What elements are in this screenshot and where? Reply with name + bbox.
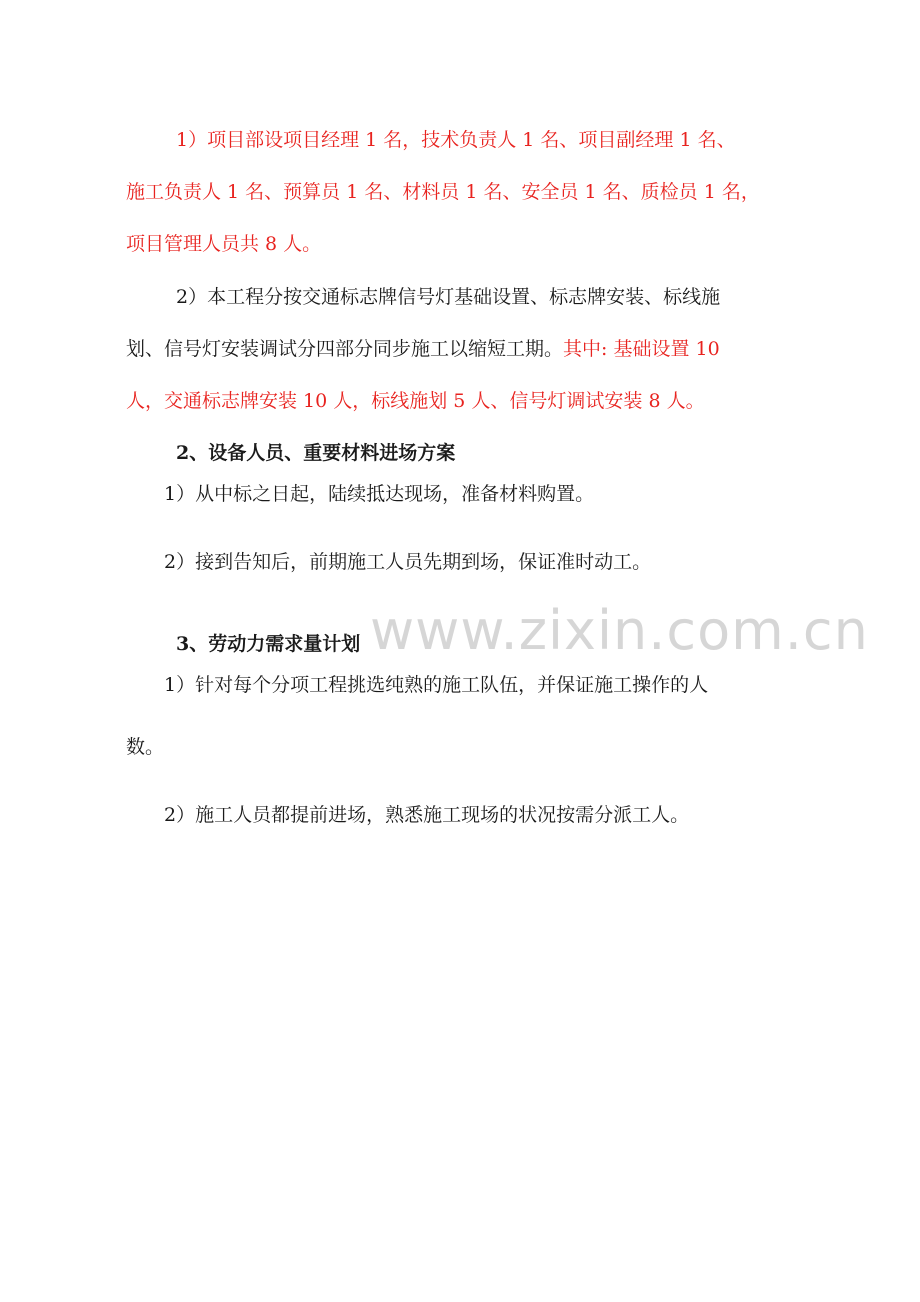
p2-line-3: 人，交通标志牌安装 10 人，标线施划 5 人、信号灯调试安装 8 人。 [126,390,705,412]
section-2-item-2: 2）接到告知后，前期施工人员先期到场，保证准时动工。 [164,551,652,573]
section-3-item-2: 2）施工人员都提前进场，熟悉施工现场的状况按需分派工人。 [164,804,690,826]
p2-line-2-highlight: 其中: 基础设置 10 [563,338,720,360]
watermark: www.zixin.com.cn [370,599,869,662]
p1-line-2: 施工负责人 1 名、预算员 1 名、材料员 1 名、安全员 1 名、质检员 1 名， [126,181,760,203]
p2-line-2-text: 划、信号灯安装调试分四部分同步施工以缩短工期。 [126,338,564,360]
section-2-heading: 2、设备人员、重要材料进场方案 [176,442,456,464]
section-3-item-1-line-2: 数。 [126,736,165,758]
section-3-item-1-line-1: 1）针对每个分项工程挑选纯熟的施工队伍，并保证施工操作的人 [164,674,709,696]
section-3-heading: 3、劳动力需求量计划 [176,633,361,655]
p1-line-3: 项目管理人员共 8 人。 [126,233,322,255]
section-2-item-1: 1）从中标之日起，陆续抵达现场，准备材料购置。 [164,483,595,505]
p1-line-1: 1）项目部设项目经理 1 名，技术负责人 1 名、项目副经理 1 名、 [176,129,736,151]
p2-line-1: 2）本工程分按交通标志牌信号灯基础设置、标志牌安装、标线施 [176,286,721,308]
p2-line-2 [126,340,720,359]
